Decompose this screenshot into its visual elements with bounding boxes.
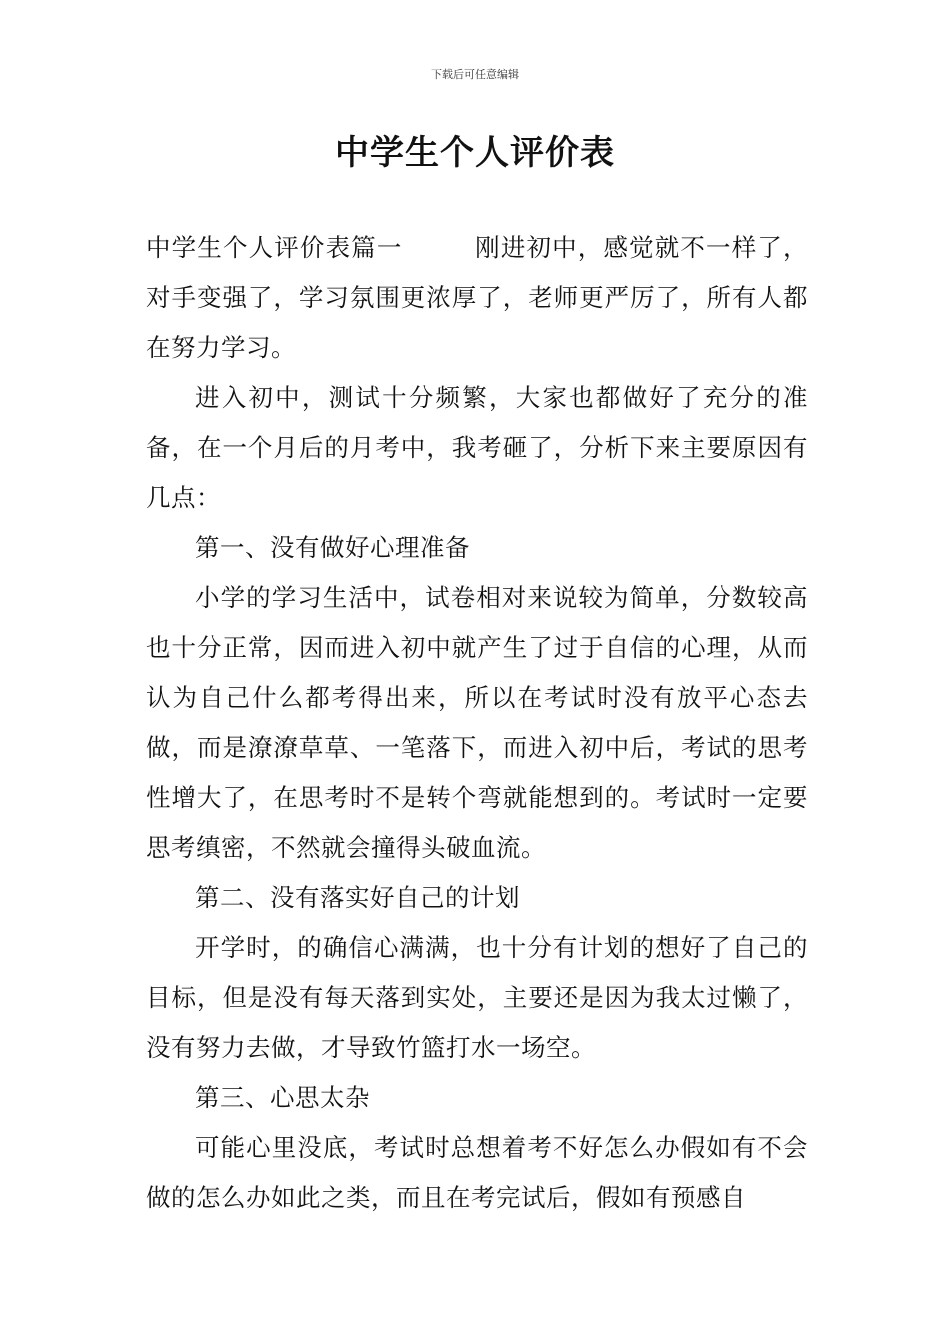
intro-paragraph [146, 223, 808, 373]
paragraph: 小学的学习生活中，试卷相对来说较为简单，分数较高也十分正常，因而进入初中就产生了过于自信的心理，从而认为自己什么都考得出来，所以在考试时没有放平心态去做，而是潦潦草草、一笔落下，而进入初中后，考试的思考性增大了，在思考时不是转个弯就能想到的。考试时一定要思考缜密，不然就会撞得头破血流。 [146, 583, 808, 862]
intro-text: 刚进初中，感觉就不一样了，对手变强了，学习氛围更浓厚了，老师更严厉了，所有人都在努力学习。 [146, 233, 809, 362]
paragraph: 进入初中，测试十分频繁，大家也都做好了充分的准备，在一个月后的月考中，我考砸了，分析下来主要原因有几点： [146, 383, 808, 512]
intro-label: 中学生个人评价表篇一 [146, 233, 403, 262]
document-title: 中学生个人评价表 [335, 133, 615, 173]
page-header: 下载后可任意编辑 [431, 68, 519, 81]
paragraph: 开学时，的确信心满满，也十分有计划的想好了自己的目标，但是没有每天落到实处，主要还是因为我太过懒了，没有努力去做，才导致竹篮打水一场空。 [146, 933, 808, 1062]
section-heading: 第一、没有做好心理准备 [195, 533, 470, 562]
section-heading: 第二、没有落实好自己的计划 [195, 883, 520, 912]
document-body [146, 223, 808, 1223]
section-heading: 第三、心思太杂 [195, 1083, 370, 1112]
paragraph: 可能心里没底，考试时总想着考不好怎么办假如有不会做的怎么办如此之类，而且在考完试后，假如有预感自 [146, 1133, 808, 1212]
